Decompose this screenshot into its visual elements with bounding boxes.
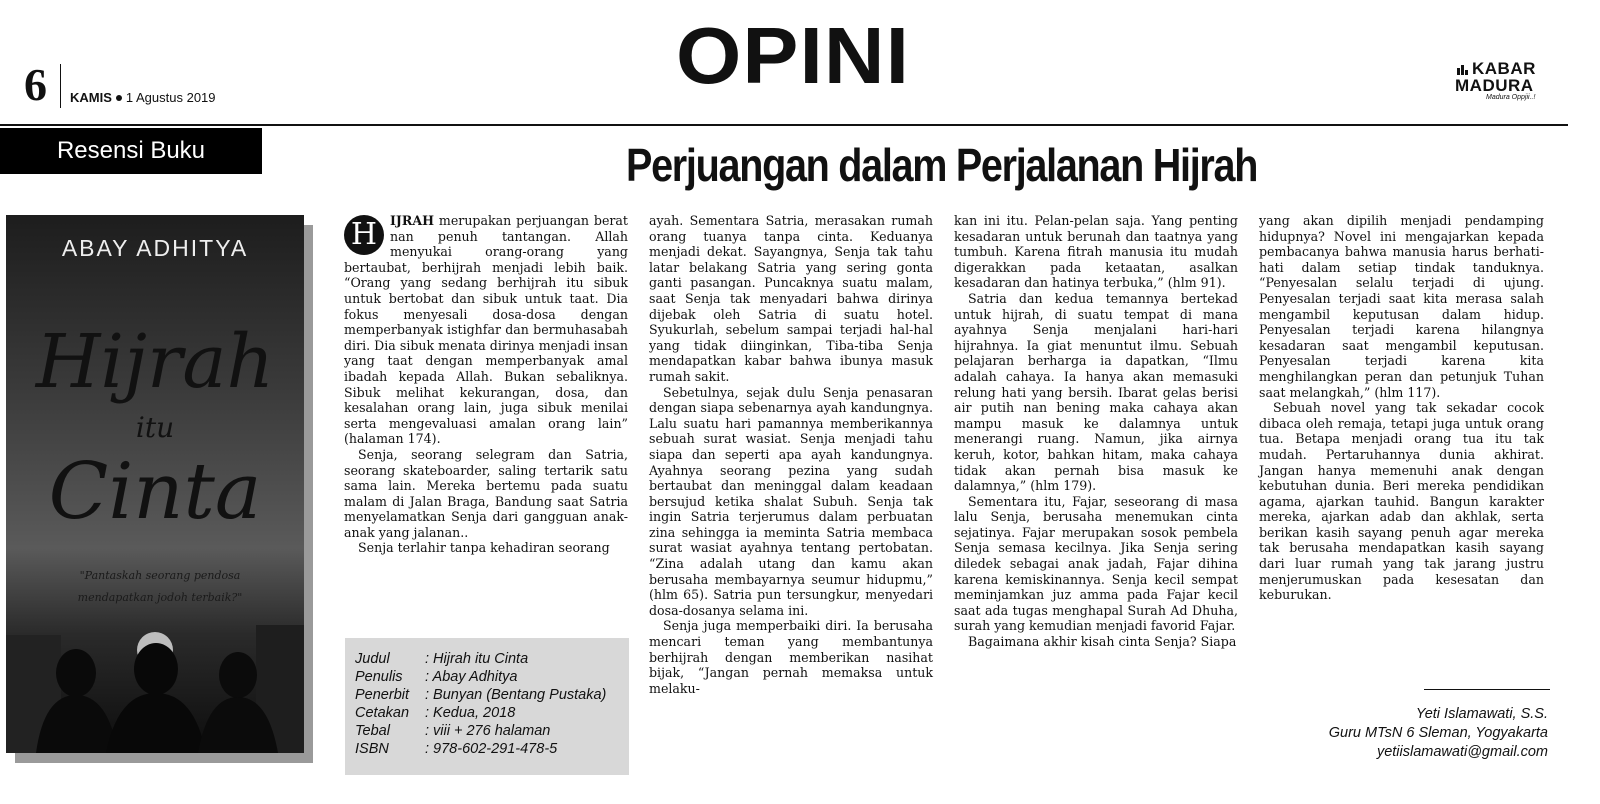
book-info-row: [355, 686, 606, 704]
logo-text-kabar: KABAR: [1472, 59, 1536, 78]
article-paragraph: kan ini itu. Pelan-pelan saja. Yang penting kesadaran untuk berunah dan taatnya yang tumbuh. Karena fitrah manusia itu mudah digerakkan pada ketaatan, asalkan kesadaran dan hatinya terbuka,” (hlm 91).: [954, 213, 1238, 291]
page-number: 6: [24, 59, 47, 110]
article-paragraph: Sebetulnya, sejak dulu Senja penasaran dengan siapa sebenarnya ayah kandungnya. Lalu suatu hari pamannya memberikannya sebuah surat wasiat. Senja menjadi tahu siapa dan seperti apa ayah kandungnya. Ayahnya seorang pezina yang sudah bertaubat dan meninggal dalam keadaan bersujud ketika shalat Subuh. Senja tak ingin Satria terjerumus dalam perbuatan zina sehingga ia meminta Satria membaca surat wasiat ayahnya tentang pertobatan. “Zina adalah utang dan kamu akan berusaha membayarnya seumur hidupmu,” (hlm 65). Satria pun tersungkur, menyedari dosa-dosanya selama ini.: [649, 384, 933, 618]
author-role: Guru MTsN 6 Sleman, Yogyakarta: [1328, 725, 1548, 741]
signature-rule: [1424, 689, 1550, 690]
book-info-value: : Hijrah itu Cinta: [425, 651, 529, 667]
cover-author: ABAY ADHITYA: [61, 235, 249, 261]
book-info-key: Judul: [355, 651, 390, 667]
section-title: OPINI: [676, 11, 910, 100]
author-email[interactable]: yetiislamawati@gmail.com: [1376, 744, 1548, 760]
headline: Perjuangan dalam Perjalanan Hijrah: [626, 139, 1258, 191]
masthead-rule: [0, 124, 1568, 126]
article-column-3: [954, 213, 1238, 650]
book-info-key: Tebal: [355, 723, 390, 739]
book-info-value: : Kedua, 2018: [425, 705, 516, 721]
article-paragraph: [344, 213, 628, 447]
article-paragraph: ayah. Sementara Satria, merasakan rumah orang tuanya tanpa cinta. Keduanya menjadi dekat. Sayangnya, Senja tak tahu latar belakang Satria yang sering gonta ganti pasangan. Puncaknya suatu malam, saat Senja tak menyadari bahwa dirinya dijebak oleh Satria di suatu hotel. Syukurlah, sebelum sampai terjadi hal-hal yang tidak diinginkan, Tiba-tiba Senja mendapatkan kabar bahwa ibunya masuk rumah sakit.: [649, 213, 933, 384]
cover-silhouette-scene: [6, 595, 304, 753]
book-info-row: [355, 740, 557, 758]
rubric-label: Resensi Buku: [0, 128, 262, 174]
book-info-key: Cetakan: [355, 705, 410, 721]
logo-tagline: Madura Oppjii..!: [1486, 94, 1536, 101]
article-paragraph: Sementara itu, Fajar, seseorang di masa lalu Senja, berusaha menemukan cinta sejatinya. Fajar merupakan sosok pembela Senja semasa kecilnya. Jika Senja sering diledek sebagai anak jadah, Fajar dihina karena kemiskinannya. Senja kecil sempat meminjamkan juz amma pada Fajar kecil saat ada tugas menghapal Surah Ad Dhuha, surah yang kemudian menjadi favorid Fajar.: [954, 493, 1238, 634]
article-paragraph: Senja, seorang selegram dan Satria, seorang skateboarder, saling tertarik satu sama lain. Mereka bertemu pada suatu malam di Jalan Braga, Bandung saat Satria menyelamatkan Senja dari gangguan anak-anak yang jalanan..: [344, 446, 628, 540]
drop-cap: H: [344, 215, 384, 255]
cover-title-line1: Hijrah: [35, 319, 275, 405]
book-cover-image: [6, 215, 304, 753]
dateline-date: 1 Agustus 2019: [125, 90, 216, 105]
book-info-value: : Bunyan (Bentang Pustaka): [425, 687, 607, 703]
book-info-value: : 978-602-291-478-5: [425, 741, 558, 757]
cover-quote-line2: mendapatkan jodoh terbaik?": [77, 591, 243, 604]
book-info-key: Penulis: [355, 669, 403, 685]
dateline-day: KAMIS: [70, 90, 112, 105]
book-info-row: [355, 722, 550, 740]
newspaper-logo: [1450, 60, 1550, 102]
cover-title-line3: Cinta: [48, 447, 262, 537]
masthead-divider: [60, 64, 61, 108]
article-column-4: [1259, 213, 1544, 603]
book-info-key: Penerbit: [355, 687, 410, 703]
book-info-row: [355, 650, 528, 668]
article-paragraph: yang akan dipilih menjadi pendamping hidupnya? Novel ini mengajarkan kepada pembacanya bahwa manusia harus berhati-hati dalam setiap tindak tanduknya. “Penyesalan selalu terjadi di ujung. Penyesalan terjadi saat kita merasa salah mengambil keputusan dalam hidup. Penyesalan terjadi karena hilangnya kesadaran saat mengambil keputusan. Penyesalan terjadi karena kita menghilangkan peran dan petunjuk Tuhan saat melangkah,” (hlm 117).: [1259, 213, 1544, 400]
article-paragraph: Senja terlahir tanpa kehadiran seorang: [358, 540, 610, 556]
cover-quote-line1: "Pantaskah seorang pendosa: [79, 569, 241, 582]
article-column-1: [344, 213, 628, 556]
cover-title-line2: itu: [135, 411, 175, 444]
logo-mark-icon: [1456, 62, 1470, 76]
book-info-box: [345, 638, 629, 775]
article-paragraph: Bagaimana akhir kisah cinta Senja? Siapa: [968, 634, 1237, 650]
article-paragraph: Sebuah novel yang tak sekadar cocok dibaca oleh remaja, tetapi juga untuk orang tua. Betapa menjadi orang tua itu tak mudah. Pertaruhannya dunia akhirat. Jangan hanya memenuhi anak dengan kebutuhan dunia. Beri mereka pendidikan agama, ajarkan tauhid. Bangun karakter mereka, ajarkan adab dan akhlak, serta berikan kasih sayang penuh agar mereka tak berusaha mendapatkan kasih sayang dari luar rumah yang tak jarang justru menjerumuskan pada kesesatan dan keburukan.: [1259, 400, 1544, 603]
book-info-value: : Abay Adhitya: [425, 669, 518, 685]
book-info-value: : viii + 276 halaman: [425, 723, 551, 739]
paragraph-text: merupakan perjuangan berat nan penuh tantangan. Allah menyukai orang-orang yang bertaubat, berhijrah menjadi lebih baik. “Orang yang sedang berhijrah itu sibuk untuk bertobat dan sibuk untuk taat. Dia fokus menyesali dosa-dosa dengan memperbanyak istighfar dan bermuhasabah diri. Dia sibuk menata dirinya menjadi insan yang taat dengan memperbanyak amal ibadah kepada Allah. Bukan sebaliknya. Sibuk melihat kekurangan, dosa, dan kesalahan orang lain, juga sibuk menilai serta mengevaluasi amalan orang lain” (halaman 174).: [344, 213, 628, 447]
logo-text-madura: MADURA: [1455, 76, 1534, 95]
author-name: Yeti Islamawati, S.S.: [1415, 706, 1548, 722]
article-paragraph: Senja juga memperbaiki diri. Ia berusaha mencari teman yang membantunya berhijrah dengan memberikan nasihat bijak, “Jangan pernah memaksa untuk melaku-: [649, 618, 933, 696]
article-column-2: [649, 213, 933, 696]
book-info-key: ISBN: [355, 741, 389, 757]
bullet-icon: [116, 95, 122, 101]
book-info-row: [355, 704, 515, 722]
book-info-row: [355, 668, 517, 686]
dateline: [70, 90, 216, 105]
lead-word: IJRAH: [390, 213, 434, 228]
article-paragraph: Satria dan kedua temannya bertekad untuk hijrah, di suatu tempat di mana ayahnya Senja menjalani hari-hari hijrahnya. Ia giat menuntut ilmu. Sebuah pelajaran berharga ia dapatkan, “Ilmu adalah cahaya. Ia hanya akan memasuki relung hati yang bersih. Ibarat gelas berisi air putih nan bening maka cahaya akan mampu masuk ke dalamnya untuk menerangi ruang. Namun, jika airnya keruh, kotor, bahkan hitam, maka cahaya tidak akan pernah bisa masuk ke dalamnya,” (hlm 179).: [954, 290, 1238, 494]
